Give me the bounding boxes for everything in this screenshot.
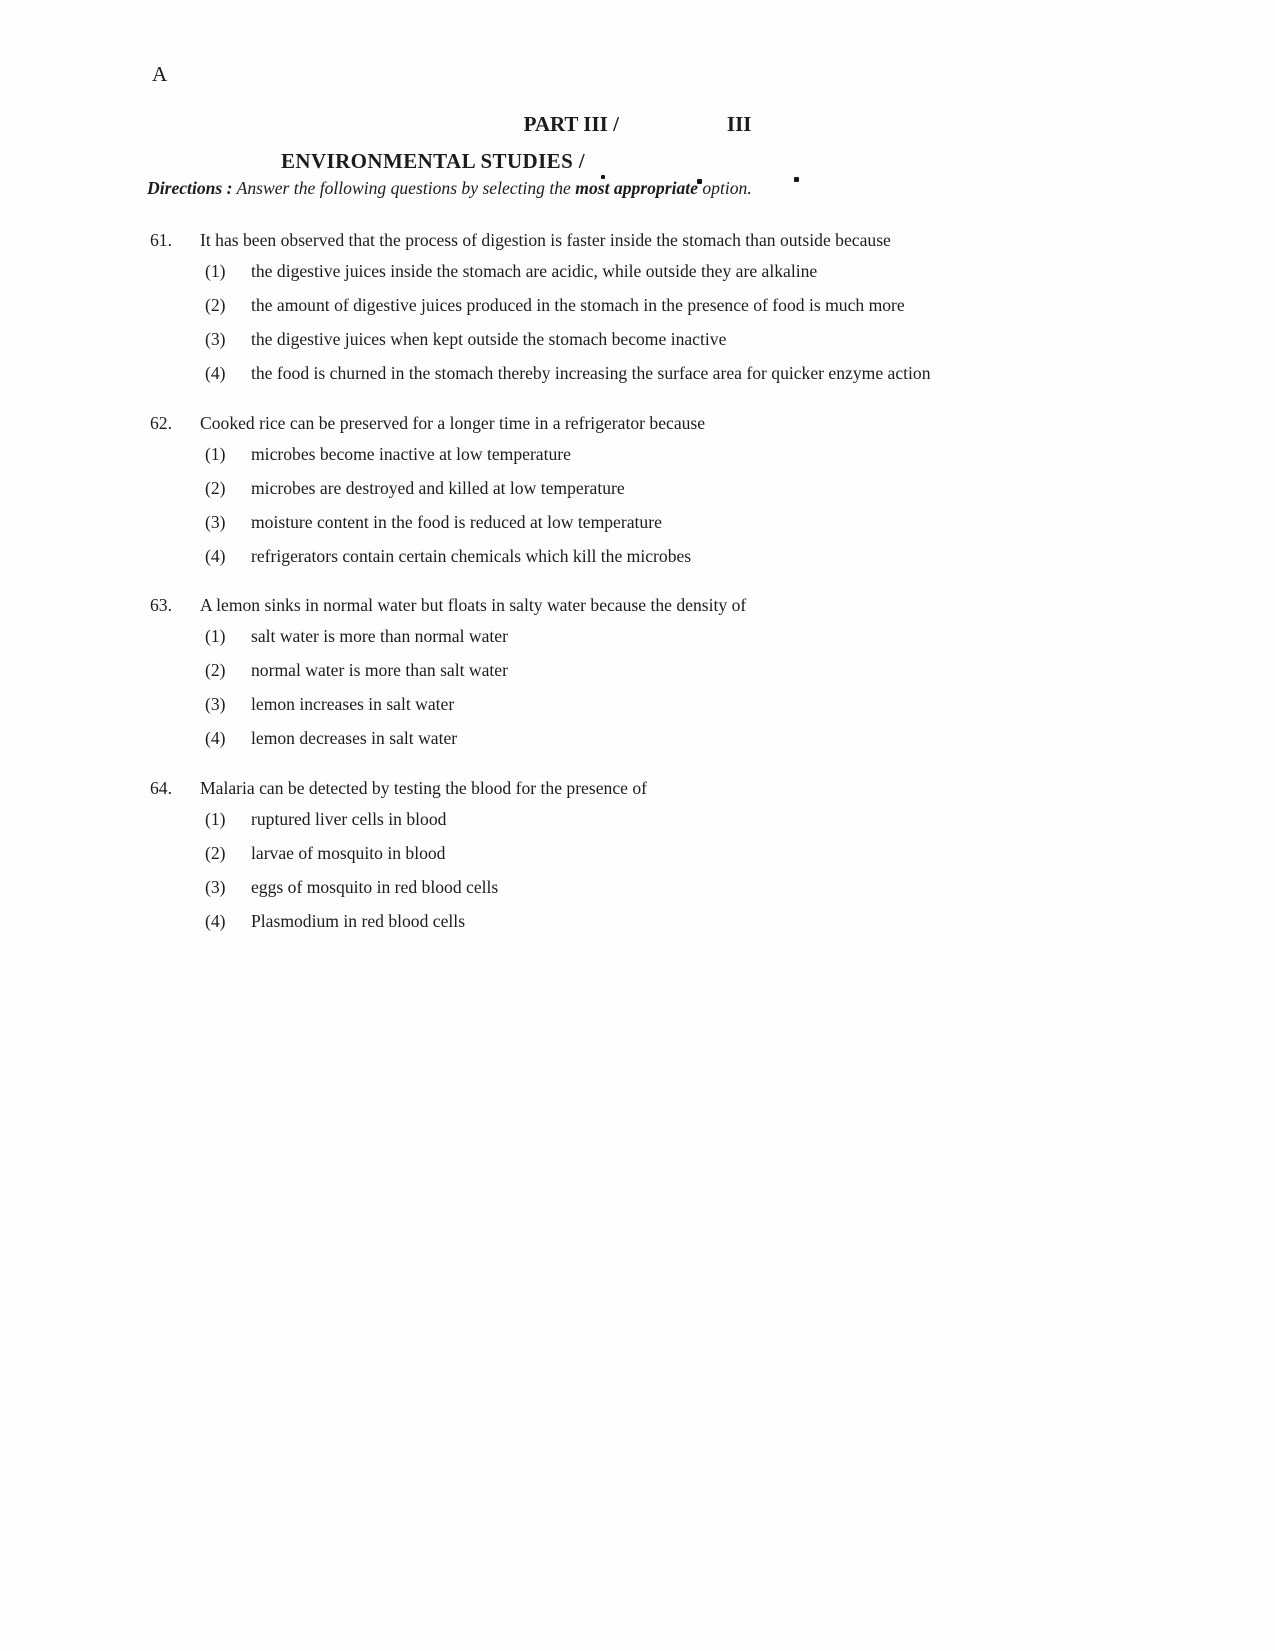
question-stem: It has been observed that the process of digestion is faster inside the stomach than outside because [200, 230, 891, 250]
option-row [150, 441, 1068, 468]
option-text: the digestive juices inside the stomach are acidic, while outside they are alkaline [251, 261, 818, 281]
subject-title: ENVIRONMENTAL STUDIES / [281, 149, 586, 173]
question-number: 64. [150, 777, 172, 798]
option-label: (3) [205, 694, 226, 714]
option-text: eggs of mosquito in red blood cells [251, 876, 499, 897]
option-label: (4) [205, 545, 226, 566]
option-text: lemon decreases in salt water [251, 728, 458, 748]
directions-emphasis: most appropriate [575, 178, 698, 198]
option-row [150, 360, 1068, 387]
directions-text-before: Answer the following questions by selecting the [236, 178, 571, 198]
option-label: (1) [205, 808, 226, 829]
option-text: the amount of digestive juices produced in the stomach in the presence of food is much more [251, 295, 905, 315]
option-row [150, 874, 1068, 901]
option-text: the food is churned in the stomach thereby increasing the surface area for quicker enzyme action [251, 363, 931, 383]
option-row [150, 509, 1068, 536]
part-title: PART III / [523, 112, 619, 136]
option-text: microbes are destroyed and killed at low temperature [251, 477, 625, 498]
question-number: 61. [150, 230, 172, 250]
option-label: (3) [205, 876, 226, 897]
option-label: (2) [205, 477, 226, 498]
directions-text-after: option. [702, 178, 752, 198]
option-text: microbes become inactive at low temperature [251, 443, 571, 464]
question-stem: Malaria can be detected by testing the blood for the presence of [200, 777, 647, 798]
option-text: salt water is more than normal water [251, 626, 508, 646]
option-text: normal water is more than salt water [251, 660, 508, 680]
option-row [150, 691, 1068, 718]
question-number: 63. [150, 595, 172, 615]
question-64 [150, 775, 1068, 935]
option-row [150, 725, 1068, 752]
option-row [150, 543, 1068, 570]
option-label: (4) [205, 363, 226, 383]
option-text: refrigerators contain certain chemicals which kill the microbes [251, 545, 692, 566]
option-row [150, 657, 1068, 684]
option-label: (1) [205, 443, 226, 464]
option-text: the digestive juices when kept outside the stomach become inactive [251, 329, 727, 349]
option-row [150, 258, 1068, 285]
question-stem: Cooked rice can be preserved for a longer time in a refrigerator because [200, 412, 706, 433]
question-62 [150, 410, 1068, 570]
option-label: (1) [205, 626, 226, 646]
option-row [150, 806, 1068, 833]
option-label: (1) [205, 261, 226, 281]
option-label: (4) [205, 910, 226, 931]
option-row [150, 475, 1068, 502]
directions-label: Directions : [147, 178, 233, 198]
option-row [150, 908, 1068, 935]
booklet-version-letter: A [152, 62, 168, 86]
option-text: Plasmodium in red blood cells [251, 910, 466, 931]
option-label: (2) [205, 295, 226, 315]
option-text: larvae of mosquito in blood [251, 842, 446, 863]
option-label: (3) [205, 511, 226, 532]
option-row [150, 623, 1068, 650]
option-label: (2) [205, 660, 226, 680]
option-row [150, 326, 1068, 353]
option-text: moisture content in the food is reduced at low temperature [251, 511, 662, 532]
part-title-suffix: III [726, 112, 752, 136]
question-63 [150, 592, 1068, 752]
question-61 [150, 227, 1068, 387]
question-stem: A lemon sinks in normal water but floats in salty water because the density of [200, 595, 747, 615]
option-text: ruptured liver cells in blood [251, 808, 447, 829]
option-row [150, 292, 1068, 319]
question-number: 62. [150, 412, 172, 433]
option-text: lemon increases in salt water [251, 694, 455, 714]
directions-line [147, 178, 1107, 199]
part-title-line [0, 112, 1275, 137]
questions-section [150, 227, 1068, 957]
option-label: (4) [205, 728, 226, 748]
option-row [150, 840, 1068, 867]
option-label: (3) [205, 329, 226, 349]
option-label: (2) [205, 842, 226, 863]
